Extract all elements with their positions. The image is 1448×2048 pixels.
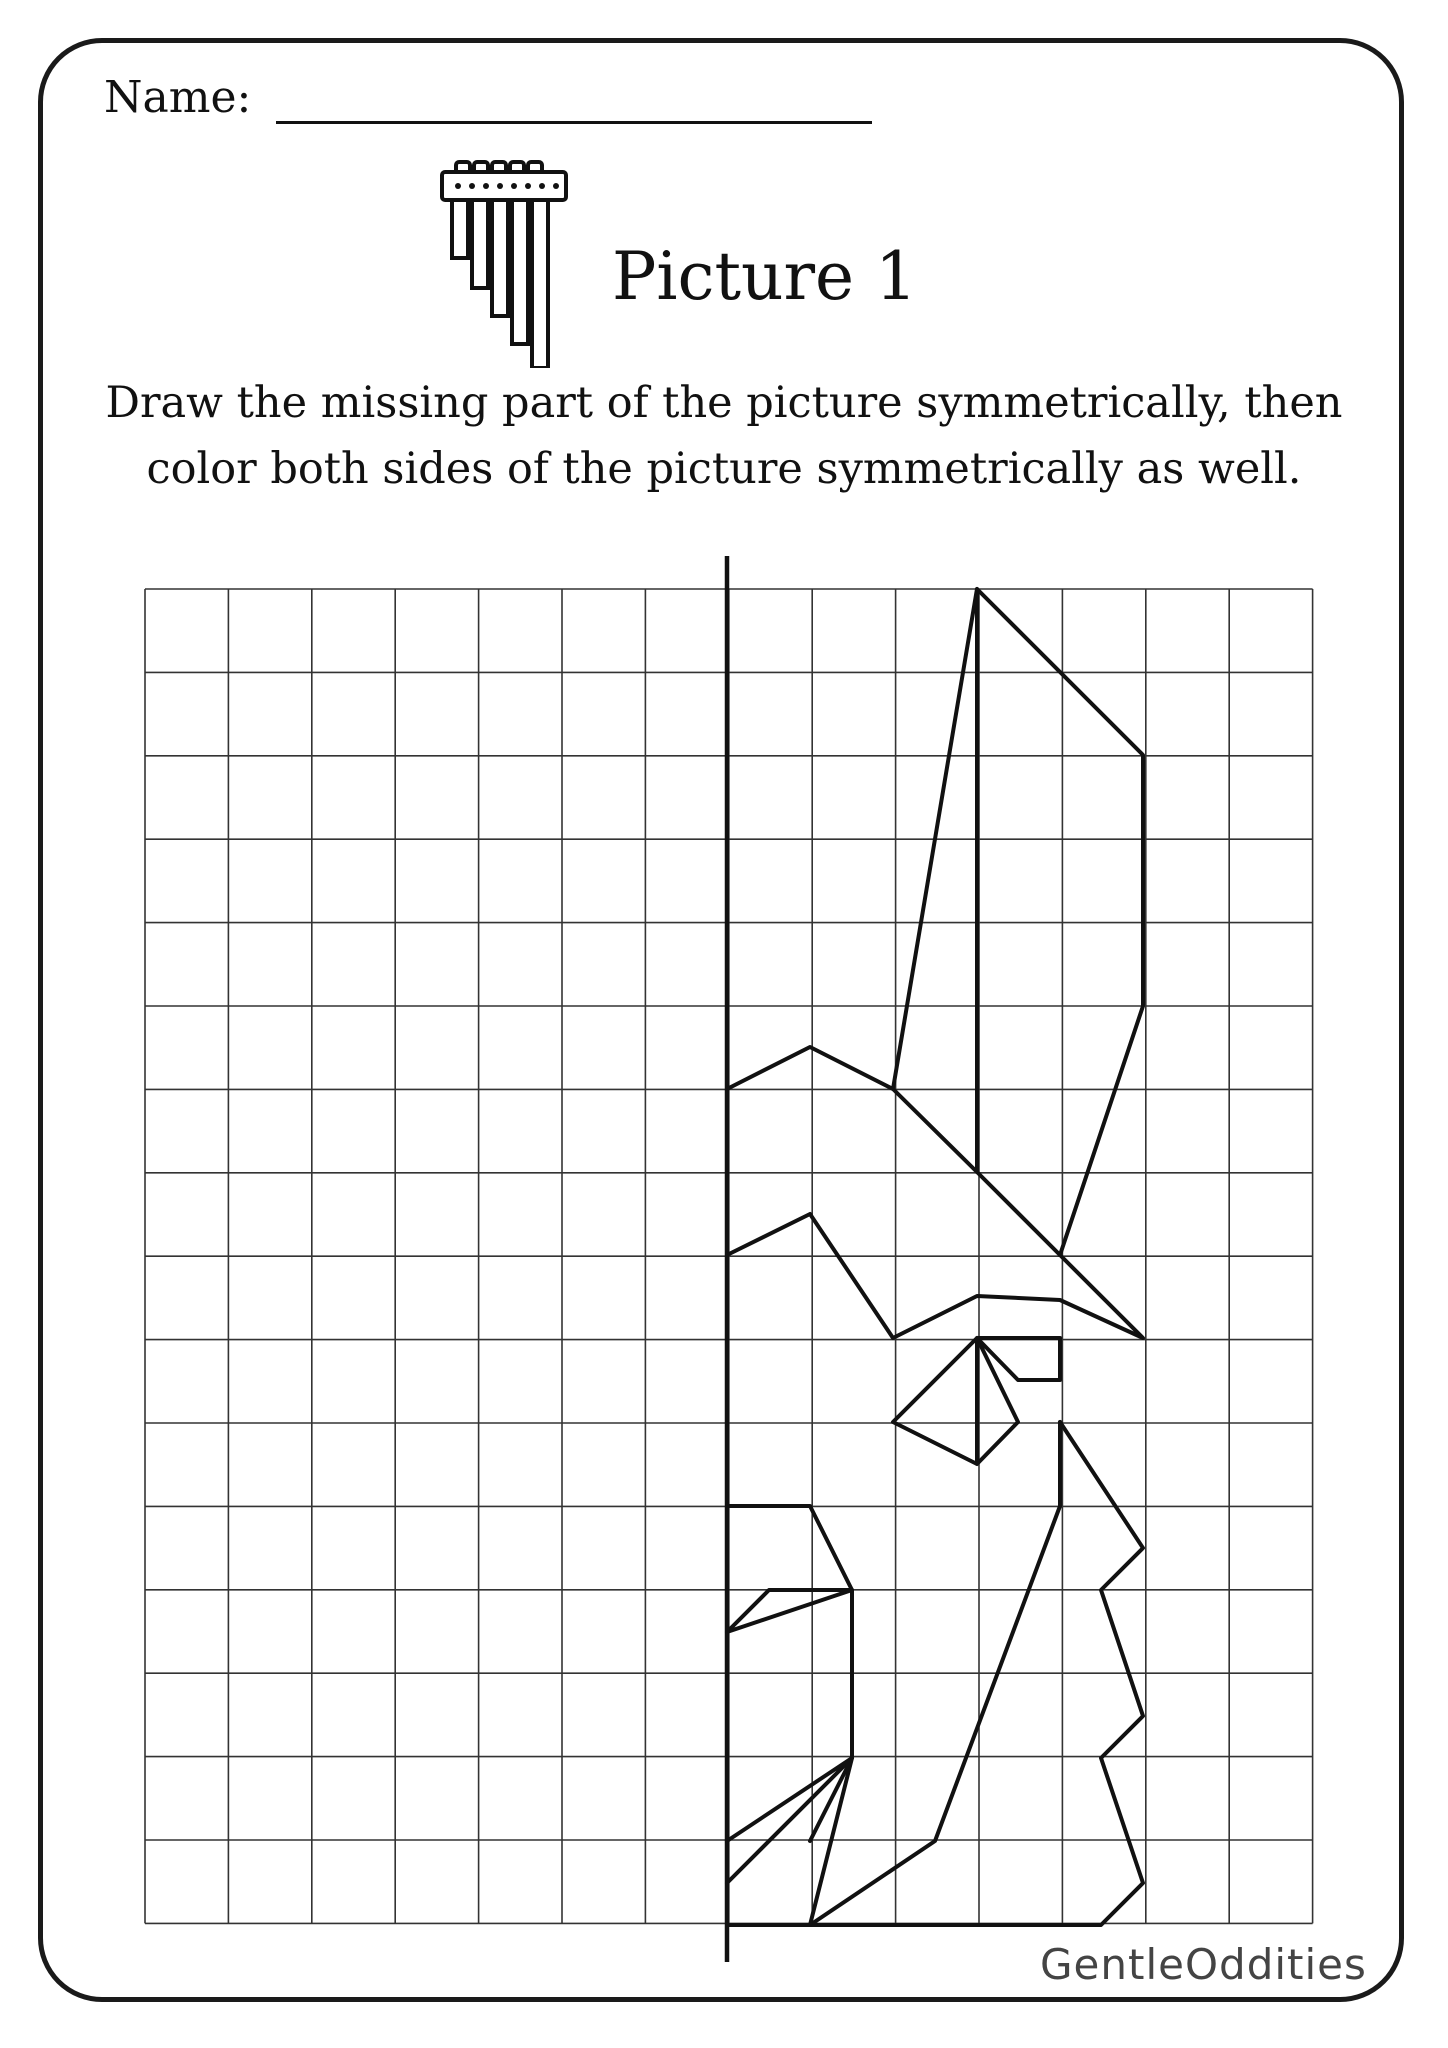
name-label: Name:: [104, 72, 252, 123]
picture-title: Picture 1: [612, 238, 918, 315]
instructions-line-2: color both sides of the picture symmetrically as well.: [146, 444, 1302, 494]
instructions-line-1: Draw the missing part of the picture symmetrically, then: [105, 378, 1343, 428]
brand-logo: GentleOddities: [1040, 1940, 1367, 1989]
half-picture: [727, 589, 1143, 1925]
